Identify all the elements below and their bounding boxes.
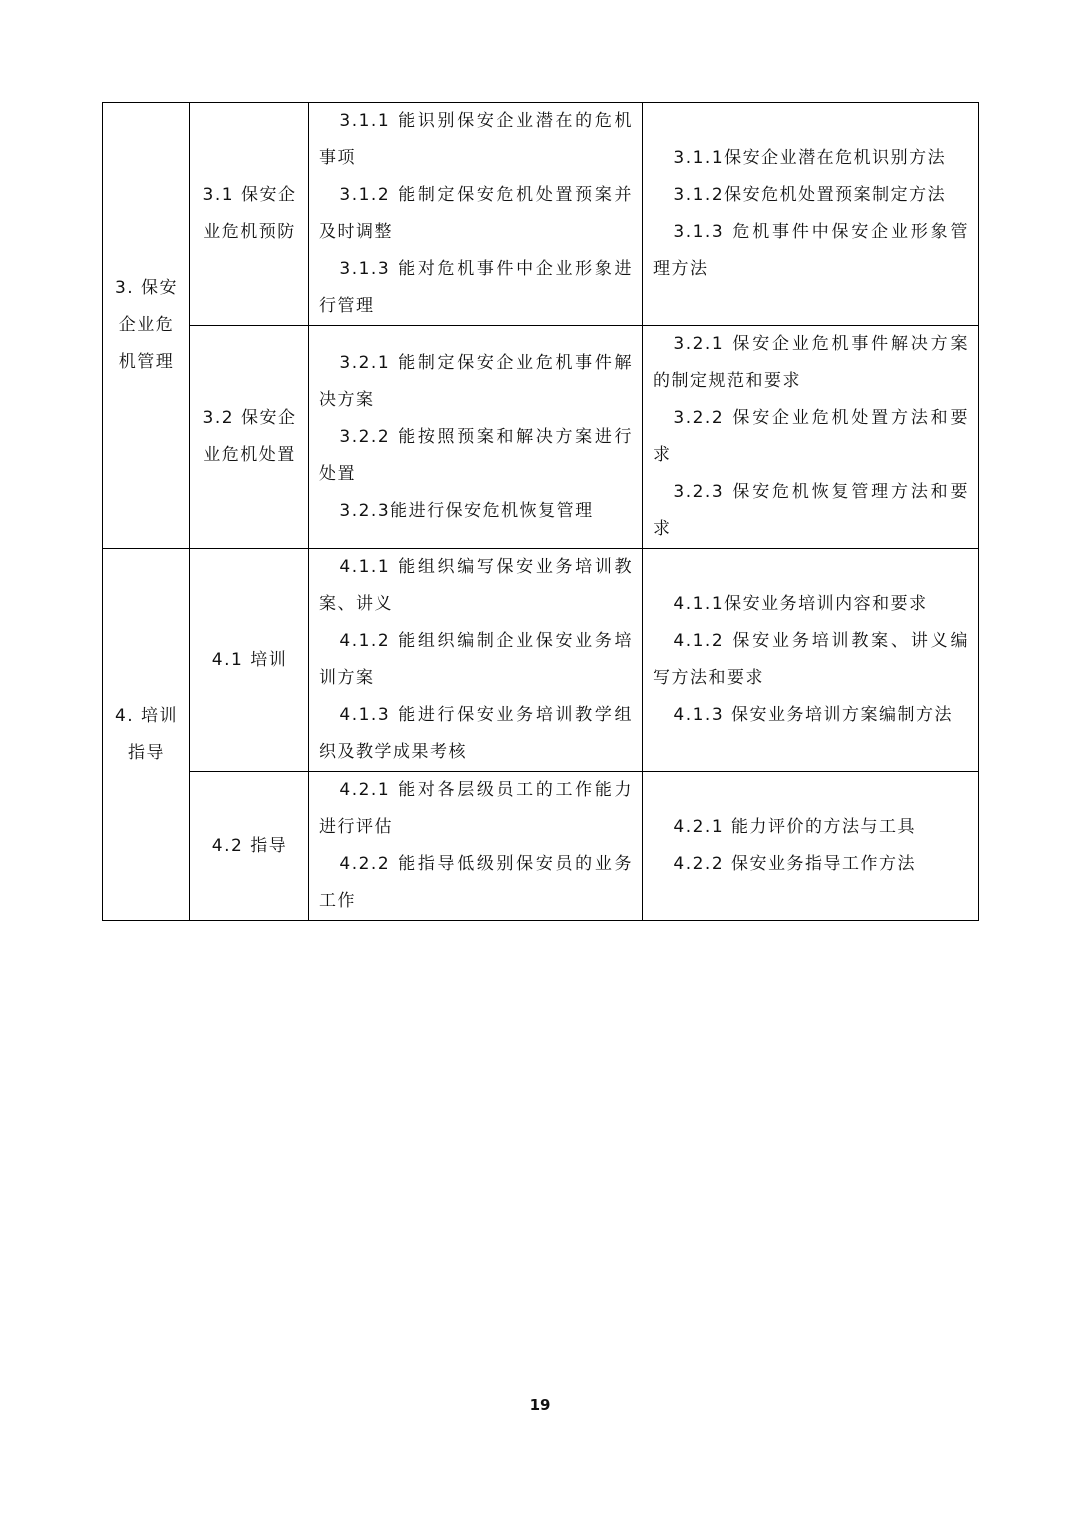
table-row bbox=[103, 772, 979, 921]
page-number: 19 bbox=[529, 1396, 551, 1414]
work-content-cell: 4.1 培训 bbox=[190, 549, 309, 772]
skill-item: 4.1.2 能组织编制企业保安业务培训方案 bbox=[319, 631, 633, 688]
knowledge-item: 4.2.2 保安业务指导工作方法 bbox=[673, 854, 917, 874]
skill-item: 3.1.2 能制定保安危机处置预案并及时调整 bbox=[319, 185, 633, 242]
function-cell: 4. 培训指导 bbox=[103, 549, 190, 921]
table-row bbox=[103, 326, 979, 549]
skill-requirements-cell bbox=[309, 549, 643, 772]
table-row bbox=[103, 103, 979, 326]
skill-requirements-cell bbox=[309, 772, 643, 921]
skill-item: 4.2.2 能指导低级别保安员的业务工作 bbox=[319, 854, 633, 911]
knowledge-item: 4.1.3 保安业务培训方案编制方法 bbox=[673, 705, 954, 725]
knowledge-item: 4.1.2 保安业务培训教案、讲义编写方法和要求 bbox=[653, 631, 969, 688]
skill-item: 4.1.3 能进行保安业务培训教学组织及教学成果考核 bbox=[319, 705, 633, 762]
work-content-cell: 3.1 保安企业危机预防 bbox=[190, 103, 309, 326]
skill-item: 3.2.1 能制定保安企业危机事件解决方案 bbox=[319, 352, 633, 410]
knowledge-item: 3.2.1 保安企业危机事件解决方案的制定规范和要求 bbox=[653, 334, 969, 391]
skill-item: 3.2.3能进行保安危机恢复管理 bbox=[339, 500, 594, 521]
skill-requirements-table bbox=[102, 102, 979, 921]
knowledge-item: 3.1.3 危机事件中保安企业形象管理方法 bbox=[653, 222, 969, 279]
knowledge-item: 3.2.3 保安危机恢复管理方法和要求 bbox=[653, 482, 969, 539]
knowledge-item: 3.1.2保安危机处置预案制定方法 bbox=[673, 185, 947, 205]
knowledge-item: 4.2.1 能力评价的方法与工具 bbox=[673, 817, 917, 837]
skill-item: 3.2.2 能按照预案和解决方案进行处置 bbox=[319, 426, 633, 484]
skill-item: 3.1.1 能识别保安企业潜在的危机事项 bbox=[319, 111, 633, 168]
work-content-cell: 4.2 指导 bbox=[190, 772, 309, 921]
skill-item: 4.1.1 能组织编写保安业务培训教案、讲义 bbox=[319, 557, 633, 614]
skill-item: 4.2.1 能对各层级员工的工作能力进行评估 bbox=[319, 780, 633, 837]
related-knowledge-cell bbox=[643, 772, 979, 921]
knowledge-item: 4.1.1保安业务培训内容和要求 bbox=[673, 594, 928, 614]
table-row bbox=[103, 549, 979, 772]
skill-item: 3.1.3 能对危机事件中企业形象进行管理 bbox=[319, 259, 633, 316]
work-content-cell: 3.2 保安企业危机处置 bbox=[190, 326, 309, 549]
knowledge-item: 3.1.1保安企业潜在危机识别方法 bbox=[673, 148, 947, 168]
skill-requirements-cell bbox=[309, 326, 643, 549]
knowledge-item: 3.2.2 保安企业危机处置方法和要求 bbox=[653, 408, 969, 465]
related-knowledge-cell bbox=[643, 326, 979, 549]
related-knowledge-cell bbox=[643, 549, 979, 772]
function-cell: 3. 保安企业危机管理 bbox=[103, 103, 190, 549]
related-knowledge-cell bbox=[643, 103, 979, 326]
skill-requirements-cell bbox=[309, 103, 643, 326]
